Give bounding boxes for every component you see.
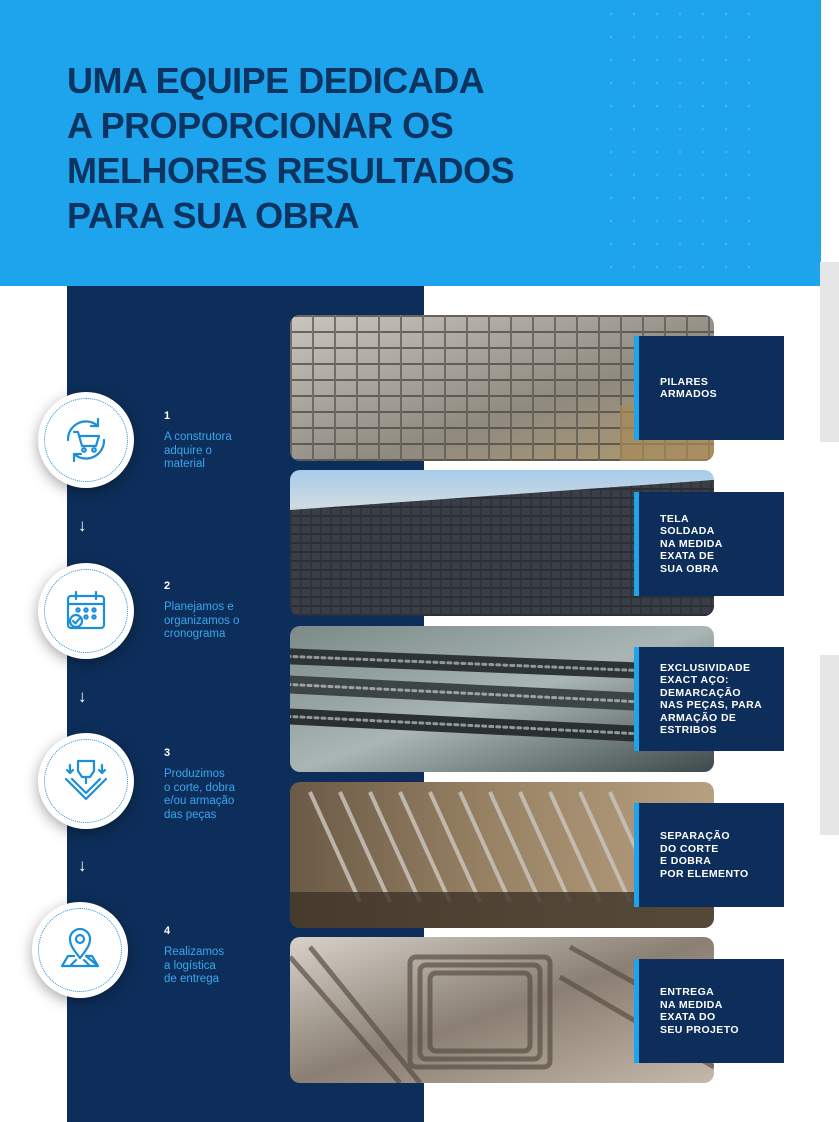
cut-bend-icon (56, 751, 116, 811)
product-label (634, 803, 784, 907)
step-3-text: Produzimos o corte, dobra e/ou armação das peças (164, 768, 235, 821)
product-label-text: SEPARAÇÃO DO CORTE E DOBRA POR ELEMENTO (660, 830, 749, 880)
product-label-text: PILARES ARMADOS (660, 375, 718, 400)
down-arrow-icon: ↓ (78, 687, 87, 706)
product-label (634, 492, 784, 596)
edge-strip (820, 655, 839, 835)
step-3-circle (38, 733, 134, 829)
step-4-circle (32, 902, 128, 998)
step-3-number: 3 (164, 747, 171, 759)
map-pin-icon (50, 920, 110, 980)
calendar-check-icon (56, 581, 116, 641)
down-arrow-icon: ↓ (78, 856, 87, 875)
step-2-text: Planejamos e organizamos o cronograma (164, 601, 240, 640)
step-2-circle (38, 563, 134, 659)
product-label (634, 336, 784, 440)
product-label-text: ENTREGA NA MEDIDA EXATA DO SEU PROJETO (660, 986, 739, 1036)
step-1-number: 1 (164, 410, 171, 422)
down-arrow-icon: ↓ (78, 516, 87, 535)
step-4-number: 4 (164, 925, 171, 937)
page-title: UMA EQUIPE DEDICADA A PROPORCIONAR OS MELHORES RESULTADOS PARA SUA OBRA (67, 60, 515, 236)
step-1-circle (38, 392, 134, 488)
step-4-text: Realizamos a logística de entrega (164, 946, 225, 985)
product-label-text: TELA SOLDADA NA MEDIDA EXATA DE SUA OBRA (660, 512, 723, 575)
step-1-text: A construtora adquire o material (164, 431, 232, 470)
product-label (634, 959, 784, 1063)
product-label (634, 647, 784, 751)
product-label-text: EXCLUSIVIDADE EXACT AÇO: DEMARCAÇÃO NAS PEÇAS, PARA ARMAÇÃO DE ESTRIBOS (660, 661, 763, 736)
cart-cycle-icon (56, 410, 116, 470)
step-2-number: 2 (164, 580, 171, 592)
edge-strip (820, 262, 839, 442)
header-banner (0, 0, 821, 286)
